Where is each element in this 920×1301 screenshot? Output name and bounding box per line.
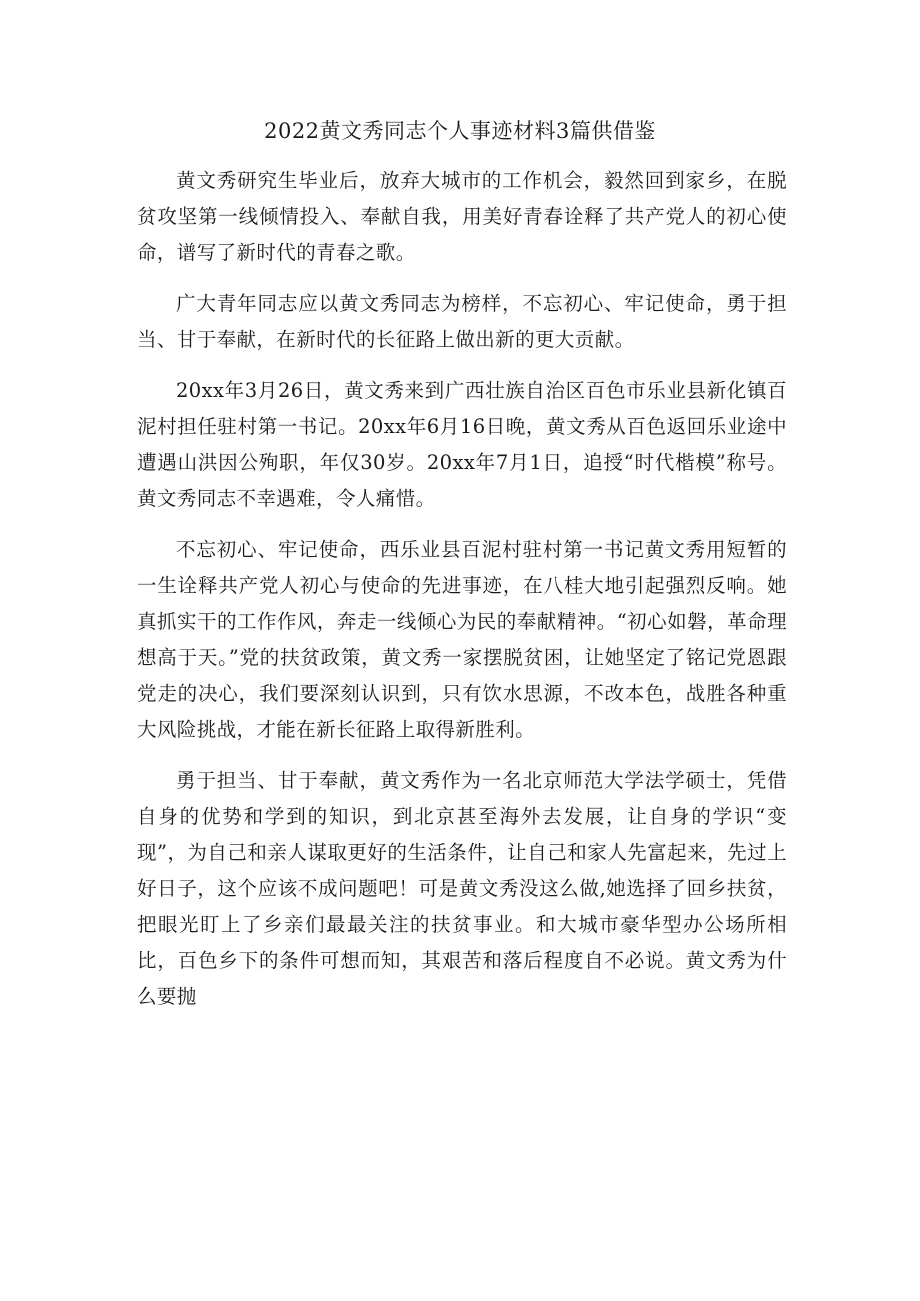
- paragraph: 广大青年同志应以黄文秀同志为榜样，不忘初心、牢记使命，勇于担当、甘于奉献，在新时代的长征路上做出新的更大贡献。: [137, 292, 787, 351]
- document-title: 2022黄文秀同志个人事迹材料3篇供借鉴: [264, 119, 656, 143]
- paragraph: 不忘初心、牢记使命，西乐业县百泥村驻村第一书记黄文秀用短暂的一生诠释共产党人初心与使命的先进事迹，在八桂大地引起强烈反响。她真抓实干的工作作风，奔走一线倾心为民的奉献精神。“初心如磐，革命理想高于天。”党的扶贫政策，黄文秀一家摆脱贫困，让她坚定了铭记党恩跟党走的决心，我们要深刻认识到，只有饮水思源，不改本色，战胜各种重大风险挑战，才能在新长征路上取得新胜利。: [137, 538, 787, 741]
- paragraph: 勇于担当、甘于奉献，黄文秀作为一名北京师范大学法学硕士，凭借自身的优势和学到的知识，到北京甚至海外去发展，让自身的学识“变现”，为自己和亲人谋取更好的生活条件，让自己和家人先富起来，先过上好日子，这个应该不成问题吧！可是黄文秀没这么做,她选择了回乡扶贫，把眼光盯上了乡亲们最最关注的扶贫事业。和大城市豪华型办公场所相比，百色乡下的条件可想而知，其艰苦和落后程度自不必说。黄文秀为什么要抛: [137, 769, 787, 1008]
- document-body: [137, 163, 787, 1030]
- paragraph: 黄文秀研究生毕业后，放弃大城市的工作机会，毅然回到家乡，在脱贫攻坚第一线倾情投入、奉献自我，用美好青春诠释了共产党人的初心使命，谱写了新时代的青春之歌。: [137, 169, 787, 264]
- paragraph: 20xx年3月26日，黄文秀来到广西壮族自治区百色市乐业县新化镇百泥村担任驻村第一书记。20xx年6月16日晚，黄文秀从百色返回乐业途中遭遇山洪因公殉职，年仅30岁。20xx年7月1日，追授“时代楷模”称号。黄文秀同志不幸遇难，令人痛惜。: [137, 379, 787, 510]
